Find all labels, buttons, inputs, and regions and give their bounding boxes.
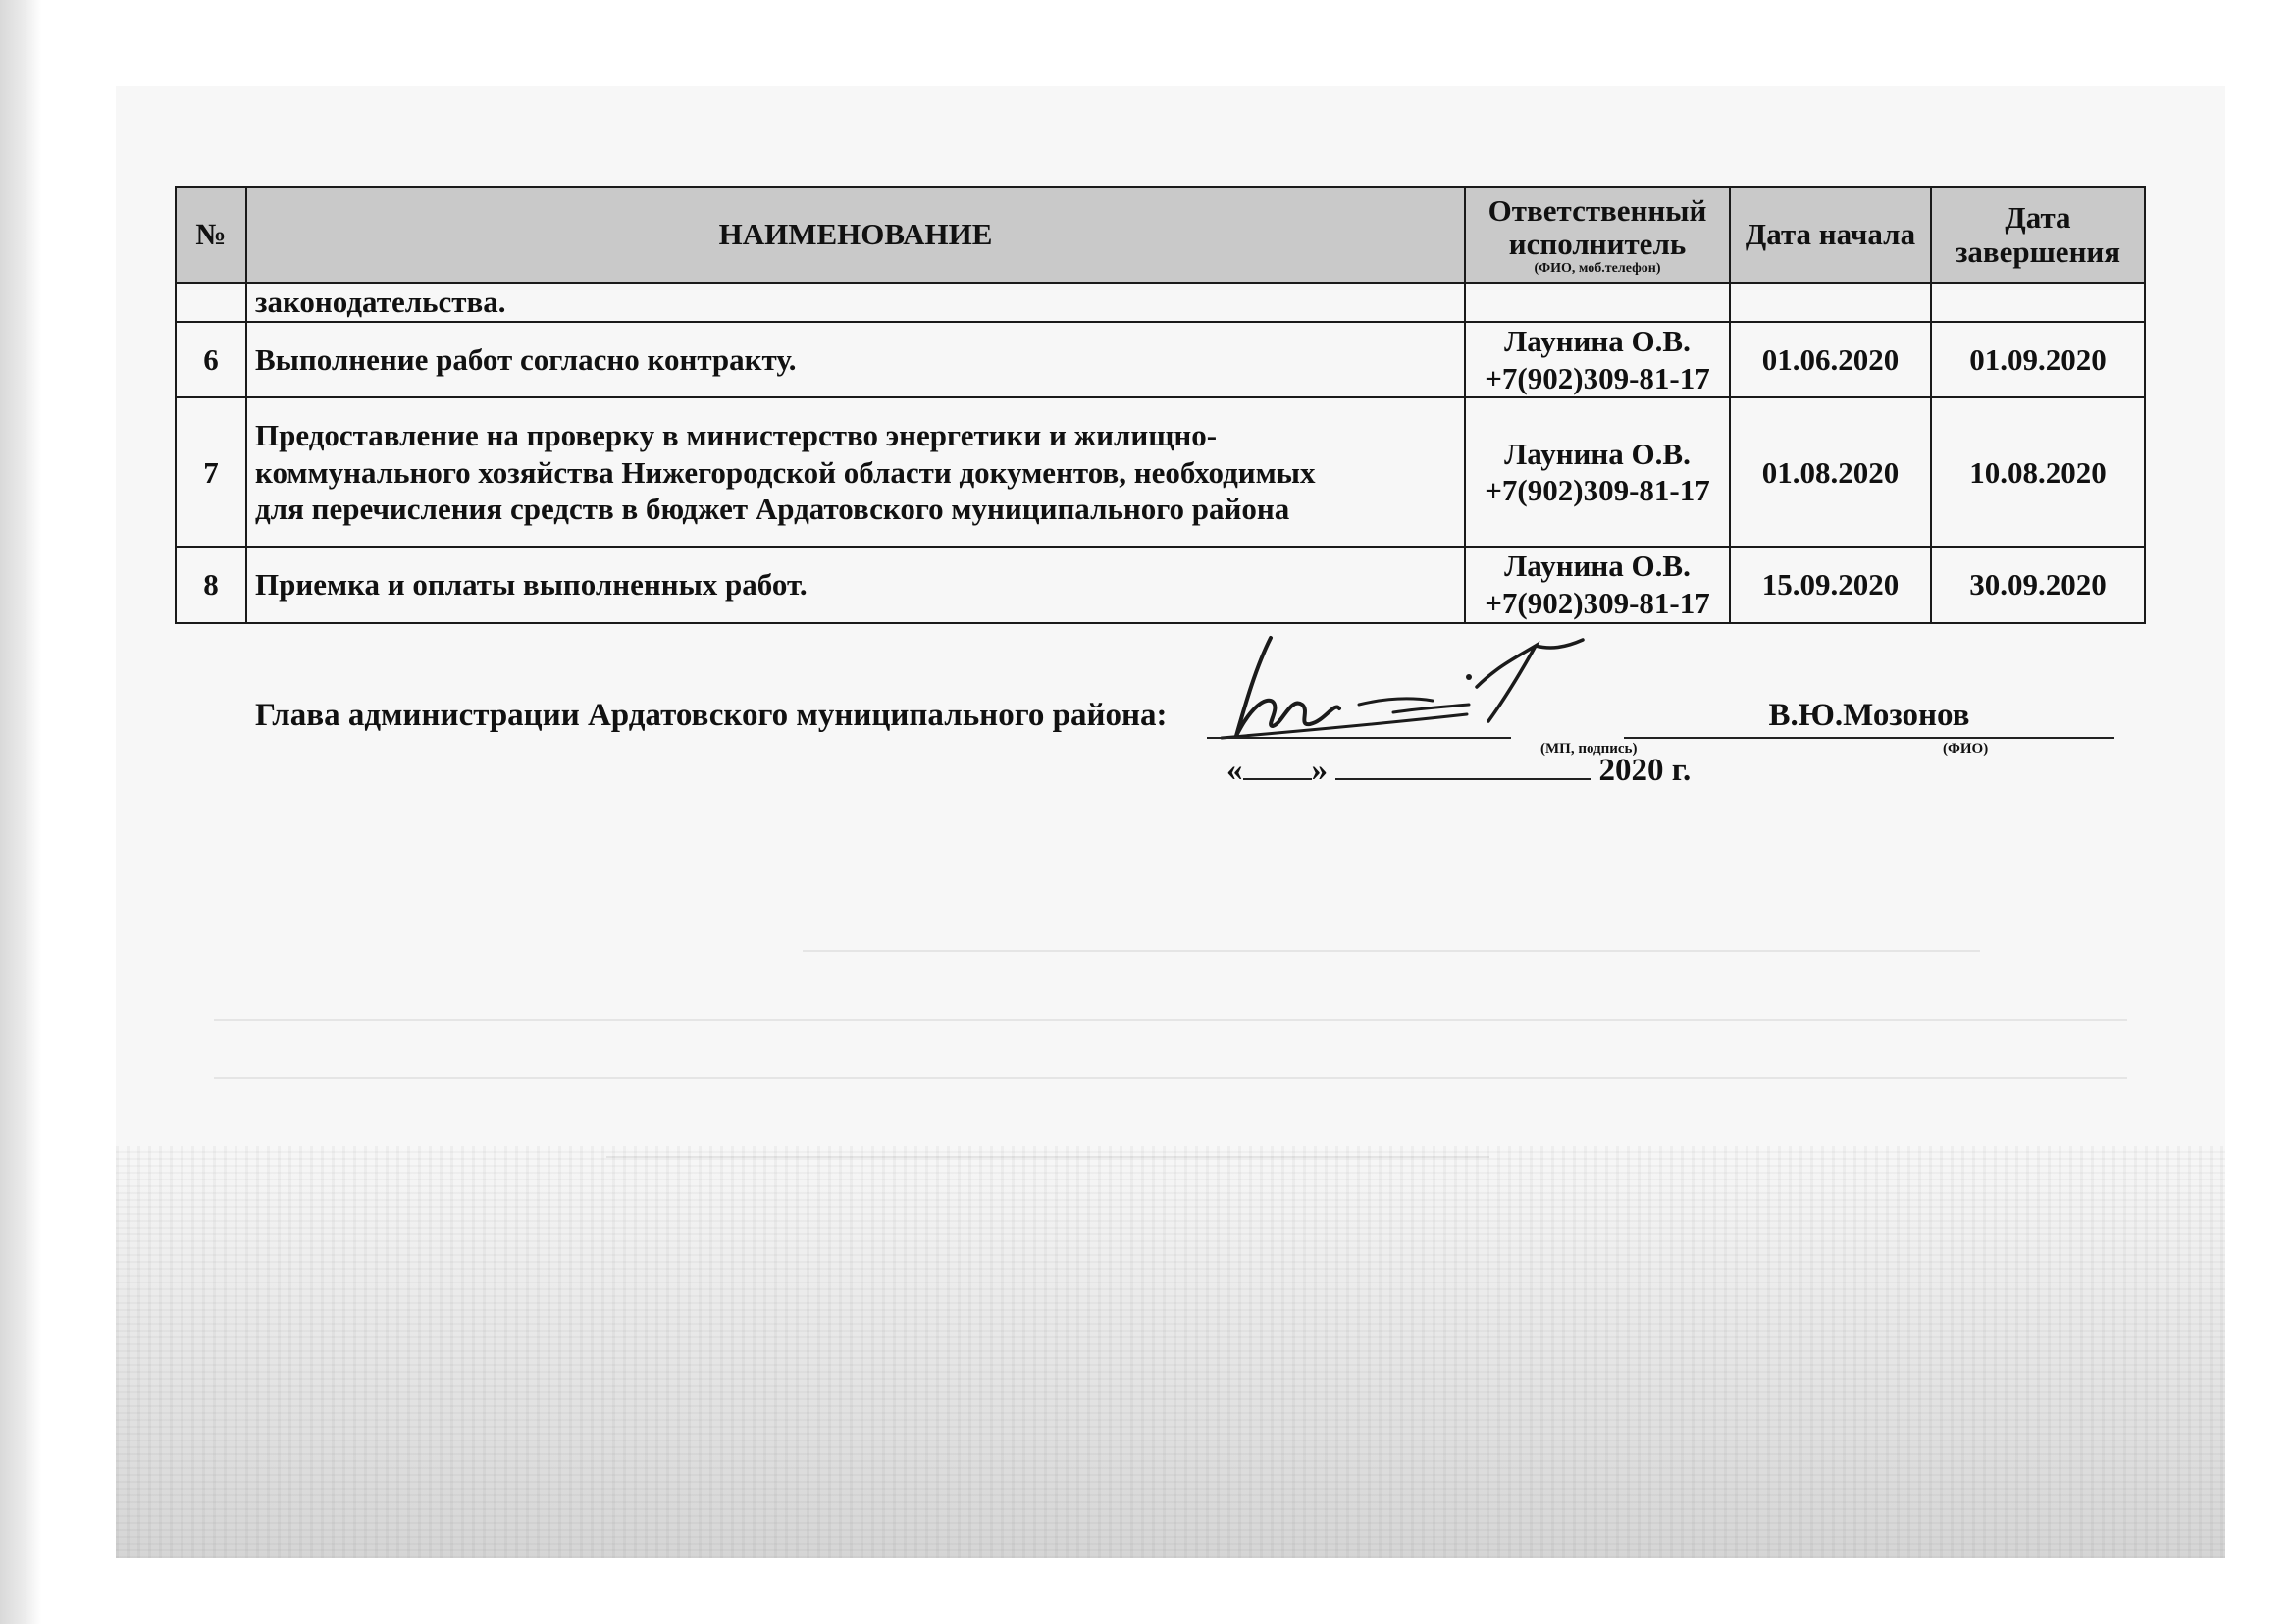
cell-start: 15.09.2020 [1730,547,1931,623]
cell-name: Выполнение работ согласно контракту. [246,322,1465,398]
signatory-name-field [1624,690,2114,739]
cell-end [1931,283,2145,322]
responsible-name: Лаунина О.В. [1504,436,1691,471]
cell-end: 30.09.2020 [1931,547,2145,623]
table-row-continued [176,283,2145,322]
work-plan-table [175,186,2146,624]
signature-date [1226,751,1691,789]
table-row [176,547,2145,623]
header-start-date: Дата начала [1730,187,1931,283]
cell-start [1730,283,1931,322]
cell-name-line: Предоставление на проверку в министерство энергетики и жилищно- [255,417,1218,452]
scan-edge [0,0,41,1624]
month-blank [1335,751,1591,780]
table-row [176,397,2145,547]
bleed-through-line [214,1019,2127,1021]
header-end-date: Дата завершения [1931,187,2145,283]
signature-caption: (МП, подпись) [1540,741,1638,757]
responsible-phone: +7(902)309-81-17 [1485,360,1710,395]
bleed-through-line [606,1156,1489,1158]
header-responsible [1465,187,1730,283]
name-caption: (ФИО) [1943,741,1989,757]
date-year: 2020 г. [1598,753,1692,788]
cell-responsible [1465,322,1730,398]
responsible-name: Лаунина О.В. [1504,549,1691,584]
header-responsible-label: Ответственный исполнитель [1487,192,1707,261]
signature-block [255,690,2080,757]
bleed-through-line [803,950,1980,952]
signature-underline [1207,737,1511,739]
bleed-through-line [214,1077,2127,1079]
date-close-quote: » [1311,753,1328,788]
cell-end: 10.08.2020 [1931,397,2145,547]
cell-name-line: для перечисления средств в бюджет Ардатовского муниципального района [255,492,1290,527]
responsible-phone: +7(902)309-81-17 [1485,473,1710,508]
cell-start: 01.08.2020 [1730,397,1931,547]
responsible-phone: +7(902)309-81-17 [1485,586,1710,621]
cell-name [246,397,1465,547]
cell-num: 8 [176,547,246,623]
cell-name: законодательства. [246,283,1465,322]
cell-responsible [1465,283,1730,322]
header-num: № [176,187,246,283]
signatory-name: В.Ю.Мозонов [1768,698,1970,733]
table-row [176,322,2145,398]
scan-noise [116,1146,2225,1558]
cell-end: 01.09.2020 [1931,322,2145,398]
cell-responsible [1465,397,1730,547]
cell-num: 7 [176,397,246,547]
header-responsible-sub: (ФИО, моб.телефон) [1534,260,1661,276]
responsible-name: Лаунина О.В. [1504,323,1691,358]
signatory-title: Глава администрации Ардатовского муниципального района: [255,698,1168,733]
cell-name-line: коммунального хозяйства Нижегородской области документов, необходимых [255,454,1316,490]
header-name: НАИМЕНОВАНИЕ [246,187,1465,283]
table-header-row [176,187,2145,283]
day-blank [1243,751,1312,780]
cell-start: 01.06.2020 [1730,322,1931,398]
cell-num [176,283,246,322]
cell-name: Приемка и оплаты выполненных работ. [246,547,1465,623]
date-open-quote: « [1226,753,1243,788]
cell-responsible [1465,547,1730,623]
cell-num: 6 [176,322,246,398]
